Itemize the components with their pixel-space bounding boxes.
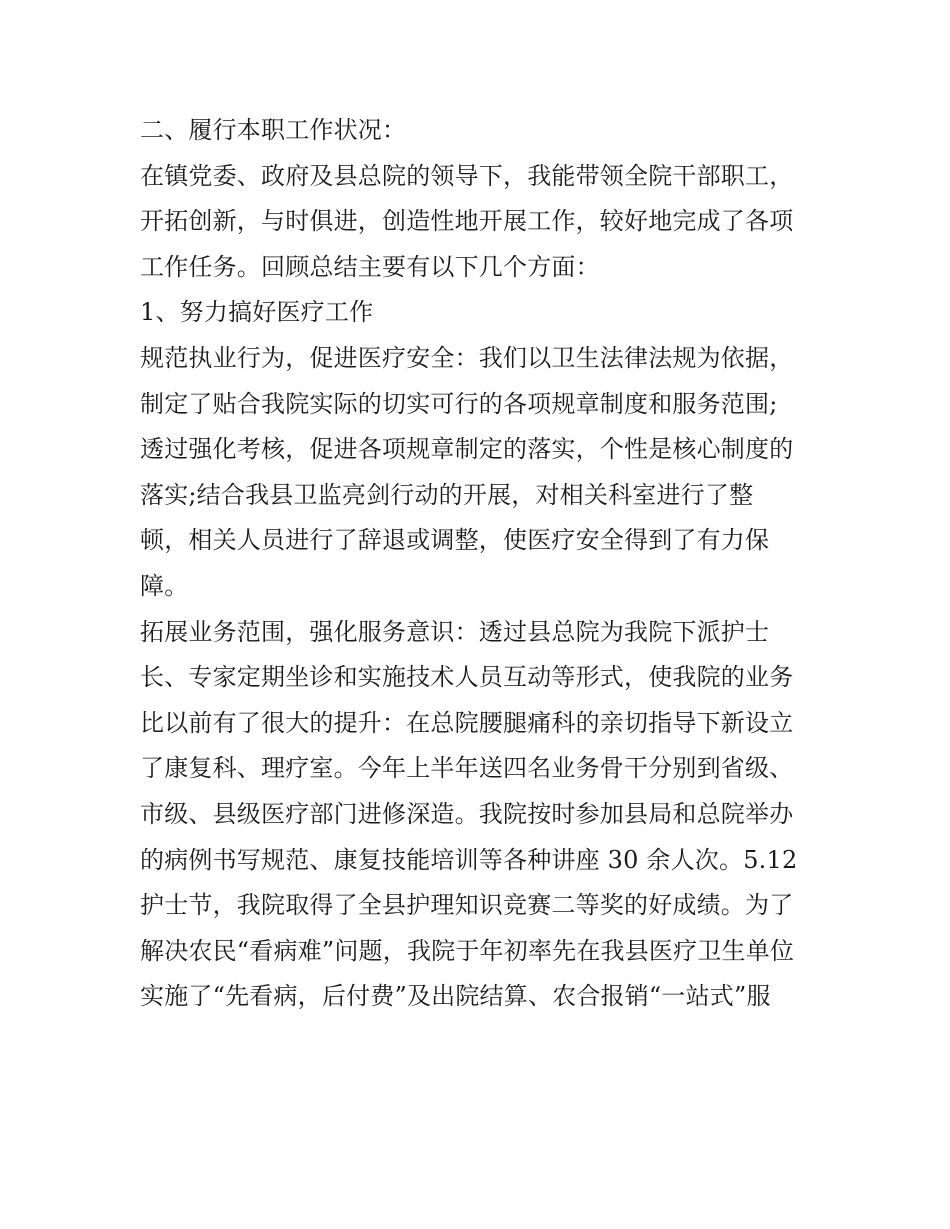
text-line: 解决农民“看病难”问题，我院于年初率先在我县医疗卫生单位 (140, 936, 795, 965)
text-line: 制定了贴合我院实际的切实可行的各项规章制度和服务范围; (140, 389, 778, 418)
text-line: 障。 (140, 571, 189, 600)
text-line: 顿，相关人员进行了辞退或调整，使医疗安全得到了有力保 (140, 526, 770, 555)
text-line: 工作任务。回顾总结主要有以下几个方面： (140, 252, 600, 281)
section-heading: 二、履行本职工作状况： (140, 116, 407, 144)
subsection-heading: 1、努力搞好医疗工作 (140, 298, 374, 327)
text-line: 比以前有了很大的提升：在总院腰腿痛科的亲切指导下新设立 (140, 708, 794, 737)
text-line: 了康复科、理疗室。今年上半年送四名业务骨干分别到省级、 (140, 754, 794, 783)
text-line: 规范执业行为，促进医疗安全：我们以卫生法律法规为依据， (140, 343, 794, 372)
text-line: 在镇党委、政府及县总院的领导下，我能带领全院干部职工， (140, 161, 794, 190)
text-line: 长、专家定期坐诊和实施技术人员互动等形式，使我院的业务 (140, 663, 794, 692)
text-line: 拓展业务范围，强化服务意识：透过县总院为我院下派护士 (140, 617, 770, 646)
text-line: 市级、县级医疗部门进修深造。我院按时参加县局和总院举办 (140, 799, 794, 828)
text-line: 开拓创新，与时俱进，创造性地开展工作，较好地完成了各项 (140, 207, 794, 236)
text-line: 实施了“先看病，后付费”及出院结算、农合报销“一站式”服 (140, 982, 771, 1011)
document-page (140, 108, 820, 1020)
text-line: 透过强化考核，促进各项规章制定的落实，个性是核心制度的 (140, 435, 794, 464)
text-line: 的病例书写规范、康复技能培训等各种讲座 30 余人次。5.12 (140, 845, 798, 874)
text-line: 落实;结合我县卫监亮剑行动的开展，对相关科室进行了整 (140, 480, 754, 509)
text-line: 护士节，我院取得了全县护理知识竞赛二等奖的好成绩。为了 (140, 891, 794, 920)
